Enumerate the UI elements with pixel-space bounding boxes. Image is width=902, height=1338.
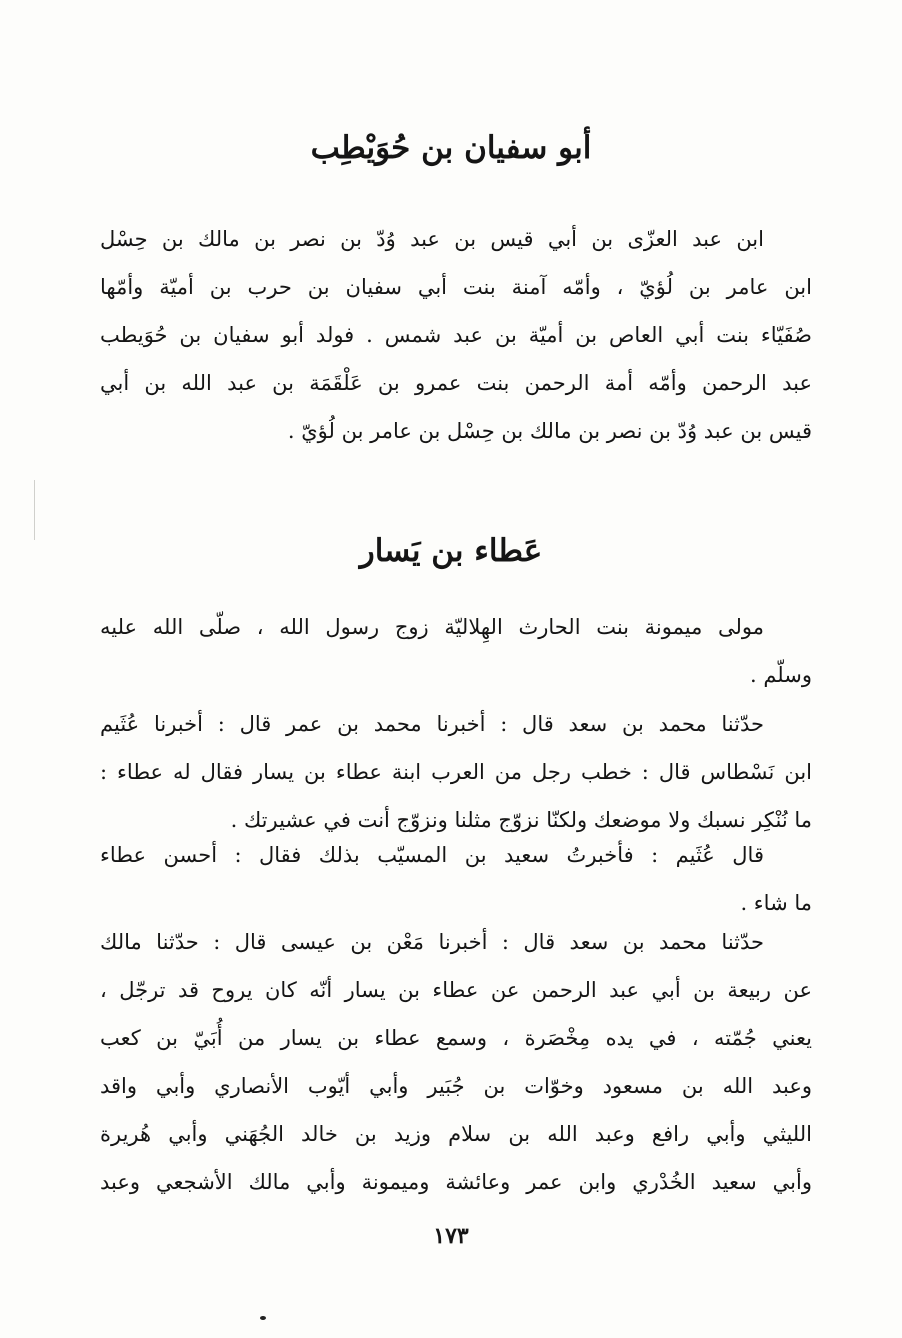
text-line: مولى ميمونة بنت الحارث الهِلاليّة زوج رسول الله ، صلّى الله عليه: [100, 615, 764, 639]
text-line: قال عُثَيم : فأخبرتُ سعيد بن المسيّب بذلك فقال : أحسن عطاء: [100, 843, 764, 867]
text-line: يعني جُمّته ، في يده مِخْصَرة ، وسمع عطاء بن يسار من أُبَيّ بن كعب: [100, 1026, 812, 1050]
text-line: صُفَيّاء بنت أبي العاص بن أميّة بن عبد شمس . فولد أبو سفيان بن حُوَيطب: [100, 323, 812, 347]
section-title: أبو سفيان بن حُوَيْطِب: [310, 130, 592, 166]
text-line: ابن نَسْطاس قال : خطب رجل من العرب ابنة عطاء بن يسار فقال له عطاء :: [100, 760, 812, 784]
text-line: ما شاء .: [740, 891, 812, 915]
text-line: حدّثنا محمد بن سعد قال : أخبرنا محمد بن عمر قال : أخبرنا عُثَيم: [100, 712, 764, 736]
paragraph: [100, 831, 812, 927]
ink-speck: [260, 1316, 266, 1320]
text-line: ما نُنْكِر نسبك ولا موضعك ولكنّا نزوّج مثلنا ونزوّج أنت في عشيرتك .: [230, 808, 812, 832]
text-line: قيس بن عبد وُدّ بن نصر بن مالك بن حِسْل بن عامر بن لُؤيّ .: [287, 419, 812, 443]
page-edge-mark: [34, 480, 35, 540]
text-line: ابن عبد العزّى بن أبي قيس بن عبد وُدّ بن نصر بن مالك بن حِسْل: [100, 227, 764, 251]
text-line: حدّثنا محمد بن سعد قال : أخبرنا مَعْن بن عيسى قال : حدّثنا مالك: [100, 930, 764, 954]
paragraph: [100, 918, 812, 1206]
text-line: ابن عامر بن لُؤيّ ، وأمّه آمنة بنت أبي سفيان بن حرب بن أميّة وأمّها: [100, 275, 812, 299]
paragraph: [100, 603, 812, 699]
text-line: وسلّم .: [749, 663, 812, 687]
text-line: عن ربيعة بن أبي عبد الرحمن عن عطاء بن يسار أنّه كان يروح قد ترجّل ،: [100, 978, 812, 1002]
page-number: ١٧٣: [433, 1223, 469, 1249]
text-line: وأبي سعيد الخُدْري وابن عمر وعائشة وميمونة وأبي مالك الأشجعي وعبد: [100, 1170, 812, 1194]
paragraph: [100, 215, 812, 455]
text-line: وعبد الله بن مسعود وخوّات بن جُبَير وأبي أيّوب الأنصاري وأبي واقد: [100, 1074, 812, 1098]
paragraph: [100, 700, 812, 844]
text-line: الليثي وأبي رافع وعبد الله بن سلام وزيد بن خالد الجُهَني وأبي هُريرة: [100, 1122, 812, 1146]
section-title: عَطاء بن يَسار: [359, 533, 543, 569]
text-line: عبد الرحمن وأمّه أمة الرحمن بنت عمرو بن عَلْقَمَة بن عبد الله بن أبي: [100, 371, 812, 395]
